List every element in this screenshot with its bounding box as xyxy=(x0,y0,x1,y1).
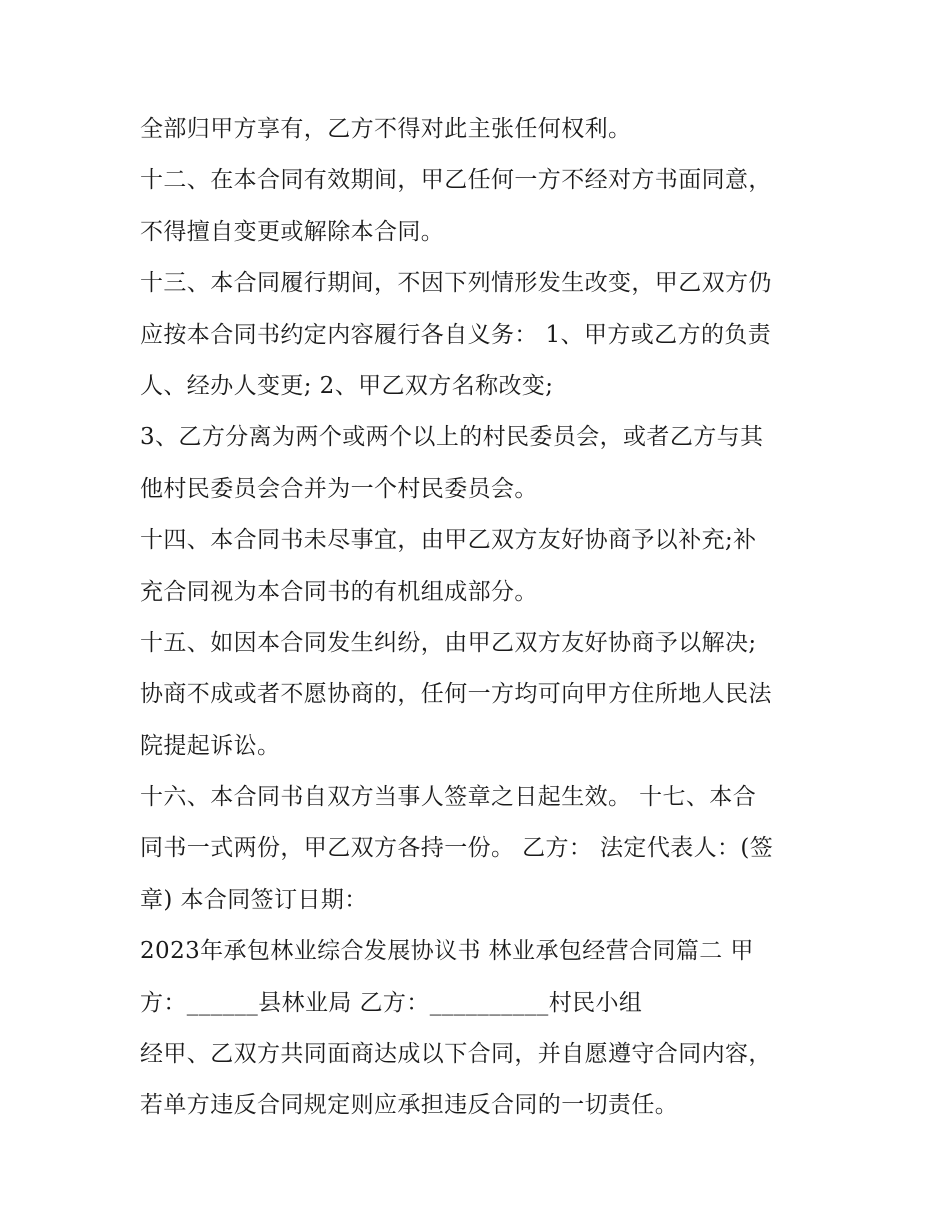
text-line: 全部归甲方享有，乙方不得对此主张任何权利。 xyxy=(140,116,632,142)
text-line: 十四、本合同书未尽事宜，由甲乙双方友好协商予以补充;补 xyxy=(140,527,757,554)
text-line: 2023年承包林业综合发展协议书 林业承包经营合同篇二 甲 xyxy=(140,938,754,965)
text-line: 十六、本合同书自双方当事人签章之日起生效。 十七、本合 xyxy=(140,784,757,811)
text-line: 若单方违反合同规定则应承担违反合同的一切责任。 xyxy=(140,1092,679,1119)
text-line: 十五、如因本合同发生纠纷，由甲乙双方友好协商予以解决; xyxy=(140,629,757,656)
text-line: 充合同视为本合同书的有机组成部分。 xyxy=(140,578,538,605)
text-line: 他村民委员会合并为一个村民委员会。 xyxy=(140,475,538,502)
text-line: 院提起诉讼。 xyxy=(140,732,281,759)
text-line: 方：______县林业局 乙方：__________村民小组 xyxy=(140,989,643,1016)
text-line: 人、经办人变更; 2、甲乙双方名称改变; xyxy=(140,372,554,399)
text-line: 十二、在本合同有效期间，甲乙任何一方不经对方书面同意， xyxy=(140,167,772,194)
text-line: 协商不成或者不愿协商的，任何一方均可向甲方住所地人民法 xyxy=(140,681,772,708)
text-line: 章) 本合同签订日期： xyxy=(140,886,368,913)
text-line: 不得擅自变更或解除本合同。 xyxy=(140,218,445,245)
text-line: 经甲、乙双方共同面商达成以下合同，并自愿遵守合同内容， xyxy=(140,1041,772,1068)
text-line: 十三、本合同履行期间，不因下列情形发生改变，甲乙双方仍 xyxy=(140,270,772,297)
text-line: 应按本合同书约定内容履行各自义务： 1、甲方或乙方的负责 xyxy=(140,321,772,348)
text-line: 3、乙方分离为两个或两个以上的村民委员会，或者乙方与其 xyxy=(140,424,764,451)
text-line: 同书一式两份，甲乙双方各持一份。 乙方： 法定代表人：(签 xyxy=(140,835,774,862)
document-body xyxy=(140,104,820,1132)
